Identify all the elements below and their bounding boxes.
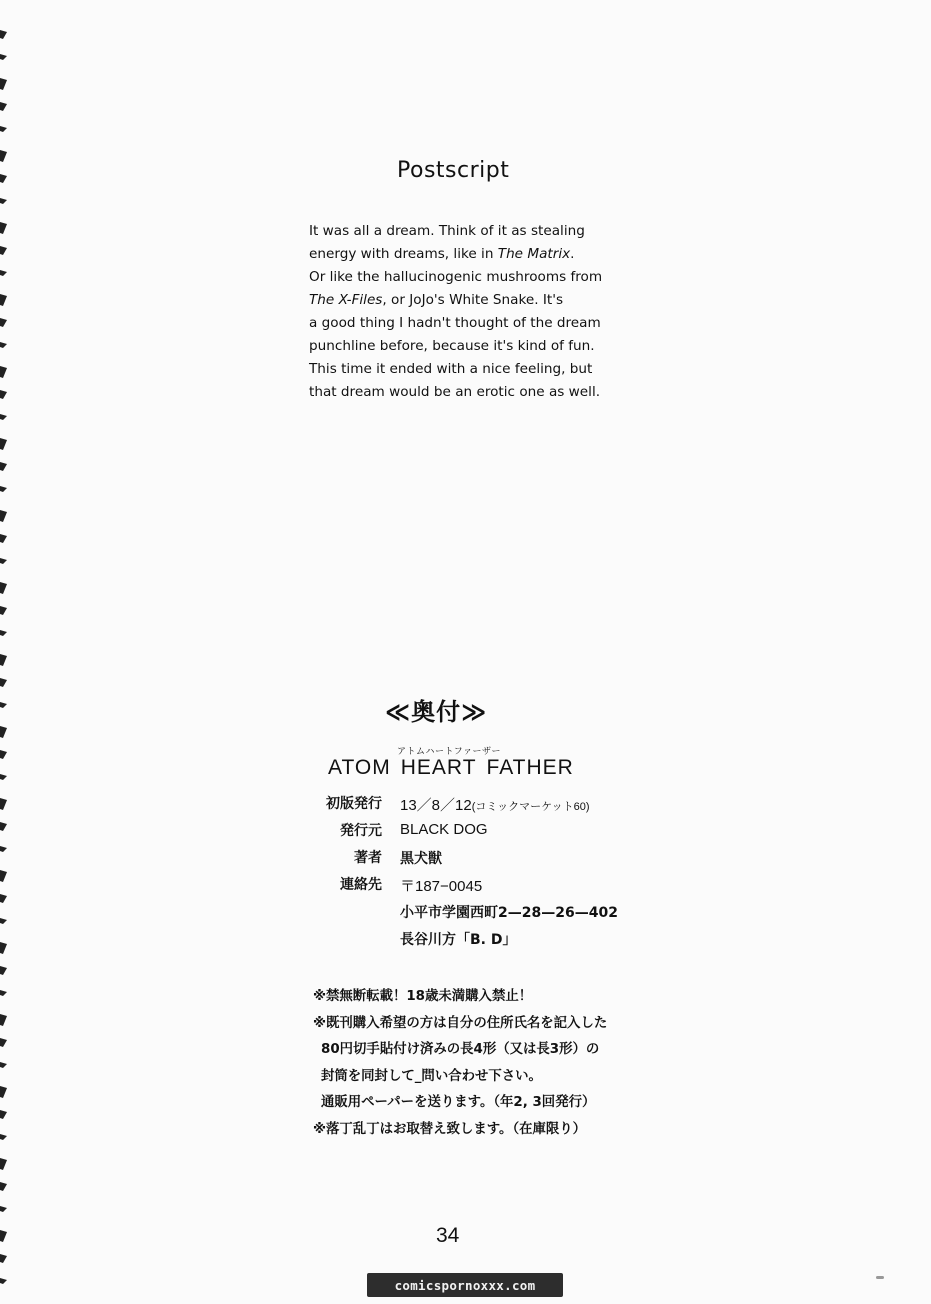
note-line: 通販用ペーパーを送ります。（年2, 3回発行） [321,1095,596,1110]
binding-mark [0,1062,7,1068]
binding-mark [0,54,7,60]
note-line: 封筒を同封して_問い合わせ下さい。 [321,1068,542,1084]
binding-mark [0,150,7,162]
row-label-box [292,793,382,815]
binding-mark [0,318,7,327]
note-line: ※既刊購入希望の方は自分の住所氏名を記入した [313,1015,608,1031]
note-line: 80円切手貼付け済みの長4形（又は長3形）の [321,1042,600,1057]
binding-mark [0,1134,7,1140]
publisher-value: BLACK DOG [400,821,488,838]
postscript-body [309,220,649,404]
binding-mark [0,822,7,831]
postscript-line: a good thing I hadn't thought of the dream [309,315,601,331]
binding-mark [0,198,7,204]
binding-mark [0,102,7,111]
binding-mark [0,966,7,975]
postscript-line: This time it ended with a nice feeling, but [309,361,593,377]
first-edition-label: 初版発行 [326,796,382,812]
binding-mark [0,486,7,492]
book-title: ATOM HEART FATHER [328,756,574,779]
binding-edge [0,0,14,1304]
binding-mark [0,558,7,564]
binding-mark [0,462,7,471]
binding-mark [0,630,7,636]
binding-mark [0,1086,7,1098]
binding-mark [0,606,7,615]
binding-mark [0,678,7,687]
notes-block [313,984,713,1143]
binding-mark [0,1254,7,1263]
binding-mark [0,1278,7,1284]
address-line: 小平市学園西町2—28—26—402 [400,905,618,921]
row-label-box [292,874,382,896]
binding-mark [0,1038,7,1047]
binding-mark [0,510,7,522]
scan-speck [876,1276,884,1279]
binding-mark [0,1206,7,1212]
binding-mark [0,726,7,738]
author-label: 著者 [354,850,382,866]
row-label-box [292,820,382,842]
binding-mark [0,390,7,399]
binding-mark [0,438,7,450]
binding-mark [0,1158,7,1170]
binding-mark [0,1182,7,1191]
watermark-badge [367,1273,563,1297]
binding-mark [0,174,7,183]
page-number: 34 [436,1224,460,1247]
binding-mark [0,270,7,276]
row-label-box [292,847,382,869]
binding-mark [0,846,7,852]
postal-code: 〒187−0045 [400,878,483,895]
binding-mark [0,894,7,903]
postscript-line: It was all a dream. Think of it as stealing [309,223,585,239]
postscript-title: Postscript [397,158,510,183]
title-ruby: アトムハートファーザー [397,747,502,757]
contact-label: 連絡先 [340,877,382,893]
binding-mark [0,294,7,306]
binding-mark [0,414,7,420]
binding-mark [0,366,7,378]
first-edition-value: 13／8／12(コミックマーケット60) [400,797,590,814]
binding-mark [0,774,7,780]
binding-mark [0,30,7,39]
binding-mark [0,798,7,810]
binding-mark [0,222,7,234]
binding-mark [0,1014,7,1026]
author-value: 黒犬獣 [400,851,442,867]
address-care-of: 長谷川方「B. D」 [400,932,517,948]
watermark-text: comicspornoxxx.com [394,1277,536,1293]
note-line: ※禁無断転載！18歳未満購入禁止！ [313,989,533,1004]
binding-mark [0,990,7,996]
binding-mark [0,942,7,954]
postscript-line: that dream would be an erotic one as well. [309,384,601,400]
postscript-line: punchline before, because it's kind of fun. [309,338,595,354]
postscript-line: energy with dreams, like in The Matrix. [309,246,575,262]
colophon-heading: ≪奥付≫ [385,698,488,726]
binding-mark [0,870,7,882]
binding-mark [0,534,7,543]
binding-mark [0,654,7,666]
binding-mark [0,246,7,255]
binding-mark [0,582,7,594]
binding-mark [0,702,7,708]
binding-mark [0,126,7,132]
publisher-label: 発行元 [340,823,382,839]
binding-mark [0,918,7,924]
binding-mark [0,1230,7,1242]
binding-mark [0,342,7,348]
binding-mark [0,750,7,759]
note-line: ※落丁乱丁はお取替え致します。（在庫限り） [313,1121,587,1137]
binding-mark [0,1110,7,1119]
binding-mark [0,78,7,90]
postscript-line: Or like the hallucinogenic mushrooms from [309,269,603,285]
postscript-line: The X-Files, or JoJo's White Snake. It's [309,292,564,308]
